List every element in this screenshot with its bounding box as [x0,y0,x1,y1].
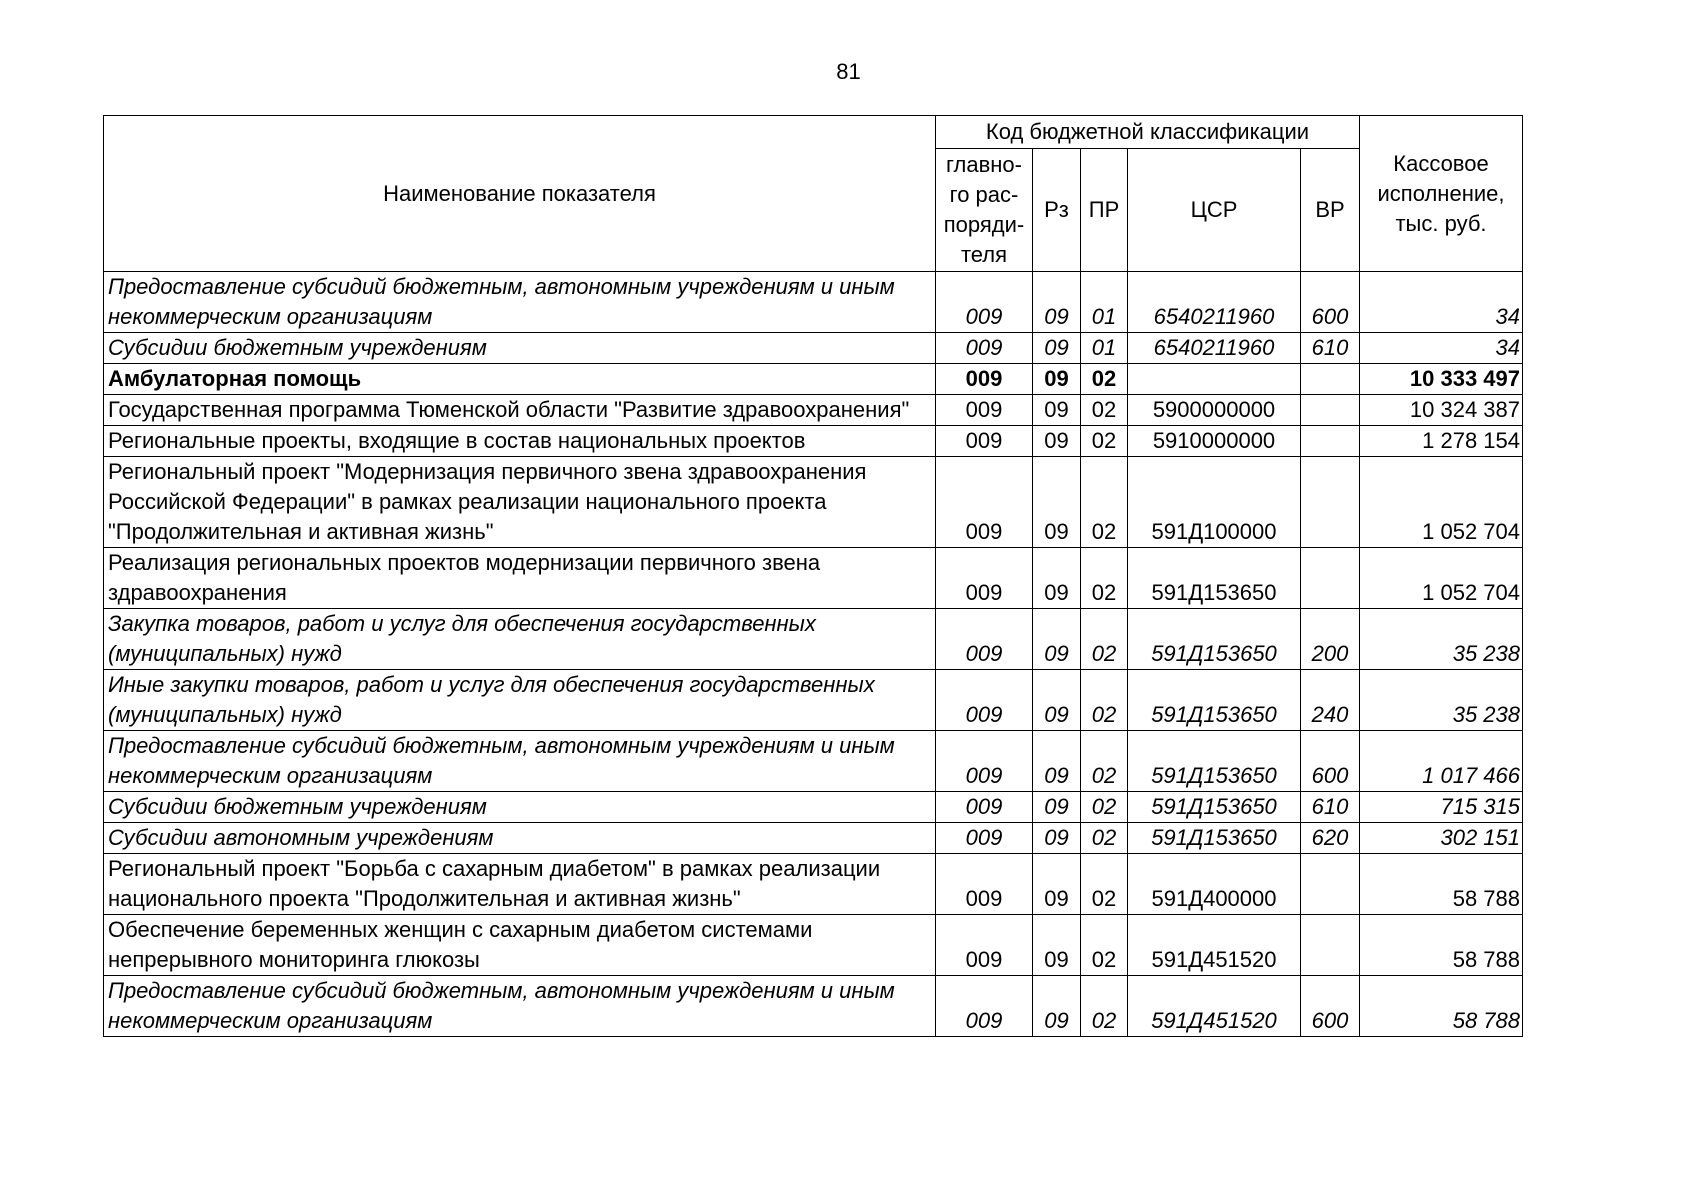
cell-pr: 02 [1081,426,1128,457]
table-row [104,395,1523,426]
table-row [104,731,1523,792]
header-csr: ЦСР [1128,149,1301,272]
cell-csr: 591Д400000 [1128,854,1301,915]
table-row [104,670,1523,731]
cell-vr: 620 [1301,823,1360,854]
cell-csr: 6540211960 [1128,333,1301,364]
cell-amount: 58 788 [1360,976,1523,1037]
header-admin: главно-го рас-поряди-теля [936,149,1033,272]
page-number: 81 [836,59,861,84]
cell-csr: 591Д451520 [1128,976,1301,1037]
cell-csr: 591Д153650 [1128,670,1301,731]
cell-vr: 200 [1301,609,1360,670]
header-amount: Кассовое исполнение, тыс. руб. [1360,116,1523,272]
cell-pr: 02 [1081,609,1128,670]
cell-amount: 1 052 704 [1360,548,1523,609]
cell-admin: 009 [936,333,1033,364]
cell-pr: 02 [1081,395,1128,426]
cell-admin: 009 [936,670,1033,731]
cell-pr: 02 [1081,976,1128,1037]
cell-csr: 591Д153650 [1128,609,1301,670]
budget-table [103,115,1523,1037]
cell-amount: 35 238 [1360,609,1523,670]
cell-rz: 09 [1033,854,1081,915]
cell-vr [1301,395,1360,426]
cell-vr: 240 [1301,670,1360,731]
cell-rz: 09 [1033,333,1081,364]
cell-csr [1128,364,1301,395]
cell-name: Закупка товаров, работ и услуг для обеспечения государственных (муниципальных) нужд [104,609,936,670]
header-name: Наименование показателя [104,116,936,272]
cell-name: Обеспечение беременных женщин с сахарным диабетом системами непрерывного мониторинга глюкозы [104,915,936,976]
table-row [104,854,1523,915]
cell-vr [1301,426,1360,457]
cell-csr: 591Д100000 [1128,457,1301,548]
cell-amount: 34 [1360,333,1523,364]
cell-admin: 009 [936,364,1033,395]
cell-rz: 09 [1033,609,1081,670]
cell-name: Региональный проект "Борьба с сахарным диабетом" в рамках реализации национального проекта "Продолжительная и активная жизнь" [104,854,936,915]
cell-pr: 02 [1081,731,1128,792]
cell-name: Предоставление субсидий бюджетным, автономным учреждениям и иным некоммерческим организациям [104,731,936,792]
cell-admin: 009 [936,792,1033,823]
header-pr: ПР [1081,149,1128,272]
cell-amount: 58 788 [1360,854,1523,915]
cell-rz: 09 [1033,976,1081,1037]
table-row [104,976,1523,1037]
table-row [104,915,1523,976]
cell-amount: 10 333 497 [1360,364,1523,395]
cell-name: Предоставление субсидий бюджетным, автономным учреждениям и иным некоммерческим организациям [104,272,936,333]
cell-vr: 610 [1301,792,1360,823]
cell-amount: 1 017 466 [1360,731,1523,792]
table-row [104,457,1523,548]
cell-pr: 01 [1081,333,1128,364]
cell-amount: 715 315 [1360,792,1523,823]
cell-name: Региональные проекты, входящие в состав национальных проектов [104,426,936,457]
cell-csr: 591Д153650 [1128,731,1301,792]
cell-admin: 009 [936,426,1033,457]
cell-admin: 009 [936,976,1033,1037]
table-row [104,333,1523,364]
table-row [104,609,1523,670]
cell-rz: 09 [1033,395,1081,426]
cell-rz: 09 [1033,823,1081,854]
cell-csr: 591Д451520 [1128,915,1301,976]
cell-pr: 02 [1081,364,1128,395]
cell-admin: 009 [936,457,1033,548]
cell-rz: 09 [1033,272,1081,333]
cell-pr: 02 [1081,457,1128,548]
table-row [104,548,1523,609]
cell-vr: 600 [1301,272,1360,333]
cell-admin: 009 [936,272,1033,333]
table-row [104,272,1523,333]
cell-name: Реализация региональных проектов модернизации первичного звена здравоохранения [104,548,936,609]
cell-vr [1301,457,1360,548]
cell-pr: 01 [1081,272,1128,333]
cell-amount: 34 [1360,272,1523,333]
cell-csr: 6540211960 [1128,272,1301,333]
header-vr: ВР [1301,149,1360,272]
cell-rz: 09 [1033,364,1081,395]
cell-amount: 10 324 387 [1360,395,1523,426]
cell-admin: 009 [936,395,1033,426]
cell-vr: 610 [1301,333,1360,364]
cell-pr: 02 [1081,854,1128,915]
table-row [104,364,1523,395]
cell-name: Амбулаторная помощь [104,364,936,395]
cell-rz: 09 [1033,731,1081,792]
cell-admin: 009 [936,548,1033,609]
cell-name: Субсидии автономным учреждениям [104,823,936,854]
cell-admin: 009 [936,823,1033,854]
cell-name: Государственная программа Тюменской области "Развитие здравоохранения" [104,395,936,426]
cell-admin: 009 [936,854,1033,915]
cell-vr [1301,548,1360,609]
cell-pr: 02 [1081,670,1128,731]
cell-csr: 5910000000 [1128,426,1301,457]
cell-csr: 591Д153650 [1128,823,1301,854]
cell-csr: 591Д153650 [1128,792,1301,823]
table-row [104,426,1523,457]
cell-amount: 1 278 154 [1360,426,1523,457]
cell-csr: 591Д153650 [1128,548,1301,609]
table-row [104,823,1523,854]
table-row [104,792,1523,823]
cell-admin: 009 [936,609,1033,670]
cell-csr: 5900000000 [1128,395,1301,426]
cell-name: Региональный проект "Модернизация первичного звена здравоохранения Российской Федерации" в рамках реализации национального проекта "Продолжительная и активная жизнь" [104,457,936,548]
cell-vr: 600 [1301,731,1360,792]
cell-pr: 02 [1081,823,1128,854]
cell-amount: 35 238 [1360,670,1523,731]
cell-admin: 009 [936,915,1033,976]
header-rz: Рз [1033,149,1081,272]
cell-pr: 02 [1081,915,1128,976]
header-code-group: Код бюджетной классификации [936,116,1360,149]
cell-vr: 600 [1301,976,1360,1037]
cell-rz: 09 [1033,670,1081,731]
cell-pr: 02 [1081,792,1128,823]
cell-rz: 09 [1033,915,1081,976]
cell-rz: 09 [1033,548,1081,609]
cell-admin: 009 [936,731,1033,792]
cell-rz: 09 [1033,426,1081,457]
cell-vr [1301,915,1360,976]
cell-name: Субсидии бюджетным учреждениям [104,333,936,364]
cell-amount: 302 151 [1360,823,1523,854]
table-body [104,272,1523,1037]
cell-vr [1301,854,1360,915]
cell-amount: 58 788 [1360,915,1523,976]
cell-amount: 1 052 704 [1360,457,1523,548]
cell-name: Субсидии бюджетным учреждениям [104,792,936,823]
cell-vr [1301,364,1360,395]
cell-rz: 09 [1033,792,1081,823]
cell-rz: 09 [1033,457,1081,548]
cell-pr: 02 [1081,548,1128,609]
cell-name: Предоставление субсидий бюджетным, автономным учреждениям и иным некоммерческим организациям [104,976,936,1037]
table-header [104,116,1523,272]
cell-name: Иные закупки товаров, работ и услуг для обеспечения государственных (муниципальных) нужд [104,670,936,731]
